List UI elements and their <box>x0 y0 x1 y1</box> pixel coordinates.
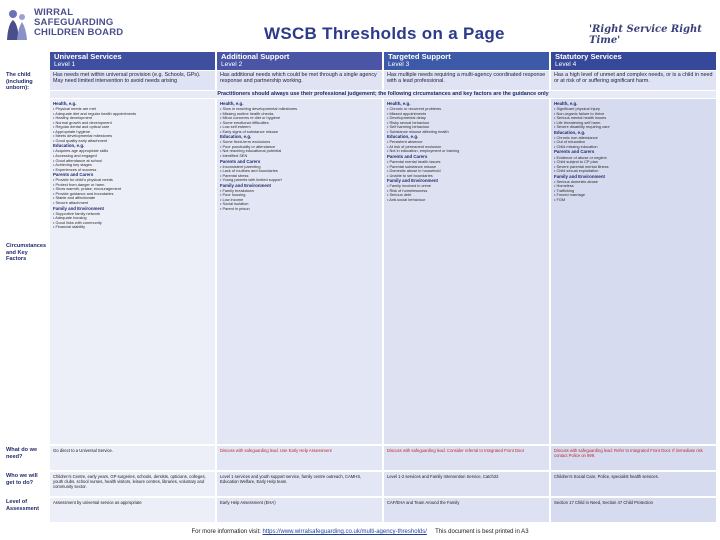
header <box>4 4 716 48</box>
level-3-education-list <box>387 140 546 154</box>
tagline: 'Right Service Right Time' <box>589 24 702 46</box>
indicator-item: • Forced marriage <box>554 193 585 198</box>
level-4-who: Children's Social Care, Police, specialist health services. <box>551 472 716 496</box>
indicator-item: • Family breakdown <box>220 188 255 193</box>
indicator-item: • Anti-social behaviour <box>387 197 426 202</box>
row-label-what: What do we need? <box>6 447 38 460</box>
level-1-education-heading: Education, e.g. <box>53 143 85 149</box>
indicator-item: • Some fixed-term exclusions <box>220 140 271 145</box>
indicator-item: • Child subject to CP plan <box>554 160 598 165</box>
level-1-description: Has needs met within universal provision (e.g. Schools, GPs). May need limited intervention to avoid needs arising <box>50 71 215 90</box>
level-2-who: Level 1 services and youth support service, family centre outreach, CAMHS, Education Welfare, Early Help team. <box>217 472 382 496</box>
indicator-item: • Good attendance at school <box>53 158 102 163</box>
indicator-item: • Appropriate hygiene <box>53 129 91 134</box>
level-3-who: Level 1-2 services and Family Intervention Service, Catch22 <box>384 472 549 496</box>
indicator-item: • Adequate housing <box>53 216 87 221</box>
level-2-education-list <box>220 140 379 158</box>
indicator-item: • Significant physical injury <box>554 107 600 112</box>
level-4-description: Has a high level of unmet and complex needs, or is a child in need or at risk of or suffering significant harm. <box>551 71 716 90</box>
indicator-item: • Achieving key stages <box>53 163 92 168</box>
level-1-health-heading: Health, e.g. <box>53 101 77 106</box>
footer <box>0 526 720 538</box>
level-3-assessment: CAF/EHA and Team Around the Family <box>384 498 549 522</box>
level-1-who: Children's Centre, early years, GP surgeries, schools, dentists, opticians, colleges, youth clubs, school nurses, health visitors, leisure centres, libraries, voluntary and community sector. <box>50 472 215 496</box>
level-3-health-list <box>387 107 546 134</box>
indicator-item: • Normal growth and development <box>53 120 112 125</box>
indicator-item: • Chronic or recurrent problems <box>387 107 442 112</box>
level-4-family-heading: Family and Environment <box>554 173 605 179</box>
indicator-item: • Out of education <box>554 140 585 145</box>
indicator-item: • Some emotional difficulties <box>220 120 269 125</box>
indicator-item: • Healthy development <box>53 116 92 121</box>
indicator-item: • Evidence of abuse or neglect <box>554 155 607 160</box>
indicator-item: • Low self esteem <box>220 125 251 130</box>
indicator-item: • Parental stress <box>220 173 249 178</box>
logo-line2: SAFEGUARDING <box>34 17 114 28</box>
wscb-logo <box>4 4 132 48</box>
row-label-indicators: Circumstances and Key Factors <box>6 243 47 263</box>
indicator-item: • Missed appointments <box>387 111 427 116</box>
indicator-item: • Accessing and engaged <box>53 154 97 159</box>
level-2-description: Has additional needs which could be met through a single agency response and partnership working. <box>217 71 382 90</box>
indicator-item: • Acquires age appropriate skills <box>53 149 109 154</box>
indicator-item: • Developmental delay <box>387 116 426 121</box>
indicator-item: • Unable to set boundaries <box>387 173 433 178</box>
indicator-item: • Not reaching educational potential <box>220 149 282 154</box>
level-2-indicators <box>217 99 382 444</box>
row-label-child: The child (including unborn): <box>6 72 33 92</box>
level-2-education-heading: Education, e.g. <box>220 134 252 140</box>
level-3-education-heading: Education, e.g. <box>387 134 419 140</box>
indicator-item: • Domestic abuse in household <box>387 169 441 174</box>
indicator-item: • Supportive family network <box>53 211 100 216</box>
indicator-item: • Financial stability <box>53 225 86 230</box>
level-2-action: Discuss with safeguarding lead. Use Early Help Assessment <box>217 446 382 470</box>
level-1-family-heading: Family and Environment <box>53 205 104 211</box>
level-3-family-heading: Family and Environment <box>387 178 438 184</box>
footer-link[interactable]: https://www.wirralsafeguarding.co.uk/multi-agency-thresholds/ <box>262 529 427 535</box>
level-3-parents-heading: Parents and Carers <box>387 154 428 160</box>
indicator-item: • Parent in prison <box>220 207 250 212</box>
level-3-action: Discuss with safeguarding lead. Consider referral to Integrated Front Door <box>384 446 549 470</box>
indicator-item: • Protect from danger or harm <box>53 182 105 187</box>
level-4-education-heading: Education, e.g. <box>554 129 586 135</box>
page-title: WSCB Thresholds on a Page <box>264 24 505 43</box>
row-label-assessment: Level of Assessment <box>6 499 39 512</box>
level-1-indicators <box>50 99 215 444</box>
level-4-assessment: Section 17 Child in Need, Section 47 Child Protection <box>551 498 716 522</box>
indicator-item: • Low income <box>220 197 244 202</box>
indicator-item: • Stable and affectionate <box>53 196 96 201</box>
level-4-title: Statutory Services <box>555 52 622 61</box>
level-2-health-heading: Health, e.g. <box>220 101 244 106</box>
indicator-item: • Experiences of success <box>53 167 97 172</box>
level-2-family-heading: Family and Environment <box>220 182 271 188</box>
logo-line3: CHILDREN BOARD <box>34 27 124 38</box>
level-4-number: Level 4 <box>555 61 577 68</box>
indicator-item: • Severe disability requiring care <box>554 125 610 130</box>
guidance-banner: Practitioners should always use their professional judgement; the following circumstances and key factors are the guidance only <box>50 91 716 98</box>
level-1-action: Go direct to a Universal Service. <box>50 446 215 470</box>
indicator-item: • Provide guidance and boundaries <box>53 191 114 196</box>
indicator-item: • Inconsistent parenting <box>220 164 261 169</box>
indicator-item: • Life threatening self harm <box>554 120 601 125</box>
level-4-health-list <box>554 107 713 130</box>
indicator-item: • Social isolation <box>220 202 249 207</box>
indicator-item: • Non-organic failure to thrive <box>554 111 605 116</box>
indicator-item: • Substance misuse affecting health <box>387 129 449 134</box>
level-4-action: Discuss with safeguarding lead. Refer to Integrated Front Door. If immediate risk contact Police on 999. <box>551 446 716 470</box>
logo-text <box>34 8 123 38</box>
indicator-item: • Serious mental health issues <box>554 116 607 121</box>
indicator-item: • FGM <box>554 197 566 202</box>
level-3-header <box>384 52 549 70</box>
level-2-header <box>217 52 382 70</box>
indicator-item: • Family involved in crime <box>387 184 431 189</box>
level-4-parents-heading: Parents and Carers <box>554 149 595 155</box>
indicator-item: • Child missing education <box>554 144 598 149</box>
level-3-description: Has multiple needs requiring a multi-agency coordinated response with a lead professional. <box>384 71 549 90</box>
level-4-education-list <box>554 136 713 150</box>
indicator-item: • Poor housing <box>220 193 246 198</box>
level-3-indicators <box>384 99 549 444</box>
indicator-item: • Severe parental mental illness <box>554 164 609 169</box>
level-2-health-list <box>220 107 379 134</box>
level-4-health-heading: Health, e.g. <box>554 101 578 106</box>
indicator-item: • Slow in reaching developmental milestones <box>220 107 298 112</box>
indicator-item: • Meets developmental milestones <box>53 134 113 139</box>
logo-line1: WIRRAL <box>34 7 74 18</box>
indicator-item: • Risky sexual behaviour <box>387 120 430 125</box>
level-2-title: Additional Support <box>221 52 290 61</box>
indicator-item: • Risk of homelessness <box>387 188 428 193</box>
level-2-parents-list <box>220 165 379 183</box>
level-1-health-list <box>53 107 212 143</box>
indicator-item: • Provide for child's physical needs <box>53 178 113 183</box>
indicator-item: • Young parents with limited support <box>220 178 282 183</box>
level-1-title: Universal Services <box>54 52 122 61</box>
level-1-number: Level 1 <box>54 61 76 68</box>
footer-more-info: For more information visit: <box>191 529 261 535</box>
level-3-health-heading: Health, e.g. <box>387 101 411 106</box>
indicator-item: • Good links with community <box>53 220 102 225</box>
level-1-assessment: Assessment by universal service as appropriate <box>50 498 215 522</box>
indicator-item: • Good quality early attachment <box>53 138 108 143</box>
level-1-header <box>50 52 215 70</box>
level-3-parents-list <box>387 160 546 178</box>
indicator-item: • Serious debt <box>387 193 412 198</box>
row-label-who: Who we will get to do? <box>6 473 38 486</box>
indicator-item: • Show warmth, praise, encouragement <box>53 187 121 192</box>
indicator-item: • Early signs of substance misuse <box>220 129 279 134</box>
indicator-item: • Serious domestic abuse <box>554 179 598 184</box>
indicator-item: • Lack of routines and boundaries <box>220 169 278 174</box>
level-3-title: Targeted Support <box>388 52 451 61</box>
indicator-item: • Physical needs are met <box>53 107 96 112</box>
indicator-item: • Not in education, employment or training <box>387 149 460 154</box>
level-1-parents-heading: Parents and Carers <box>53 172 94 178</box>
level-2-assessment: Early Help Assessment (EHA) <box>217 498 382 522</box>
indicator-item: • Persistent absence <box>387 140 423 145</box>
level-1-family-list <box>53 212 212 230</box>
level-1-parents-list <box>53 178 212 205</box>
level-4-parents-list <box>554 156 713 174</box>
threshold-grid <box>4 52 716 522</box>
level-4-indicators <box>551 99 716 444</box>
level-2-number: Level 2 <box>221 61 243 68</box>
indicator-item: • Missing routine health checks <box>220 111 274 116</box>
indicator-item: • Self harming behaviour <box>387 125 430 130</box>
indicator-item: • Identified SEN <box>220 154 248 159</box>
logo-figure-icon <box>4 8 30 42</box>
level-2-family-list <box>220 189 379 212</box>
footer-print-note: This document is best printed in A3 <box>435 529 529 535</box>
level-4-family-list <box>554 180 713 203</box>
indicator-item: • Minor concerns re diet or hygiene <box>220 116 281 121</box>
indicator-item: • Trafficking <box>554 188 575 193</box>
indicator-item: • Homeless <box>554 184 574 189</box>
level-4-header <box>551 52 716 70</box>
indicator-item: • Regular dental and optical care <box>53 125 110 130</box>
indicator-item: • Adequate diet and regular health appointments <box>53 111 137 116</box>
level-3-number: Level 3 <box>388 61 410 68</box>
indicator-item: • Secure attachment <box>53 200 89 205</box>
level-3-family-list <box>387 184 546 202</box>
indicator-item: • Chronic non attendance <box>554 135 598 140</box>
indicator-item: • Parental mental health issues <box>387 160 441 165</box>
level-2-parents-heading: Parents and Carers <box>220 158 261 164</box>
indicator-item: • Poor punctuality or attendance <box>220 144 276 149</box>
level-1-education-list <box>53 149 212 172</box>
indicator-item: • At risk of permanent exclusion <box>387 144 442 149</box>
indicator-item: • Child sexual exploitation <box>554 169 599 174</box>
indicator-item: • Parental substance misuse <box>387 164 437 169</box>
